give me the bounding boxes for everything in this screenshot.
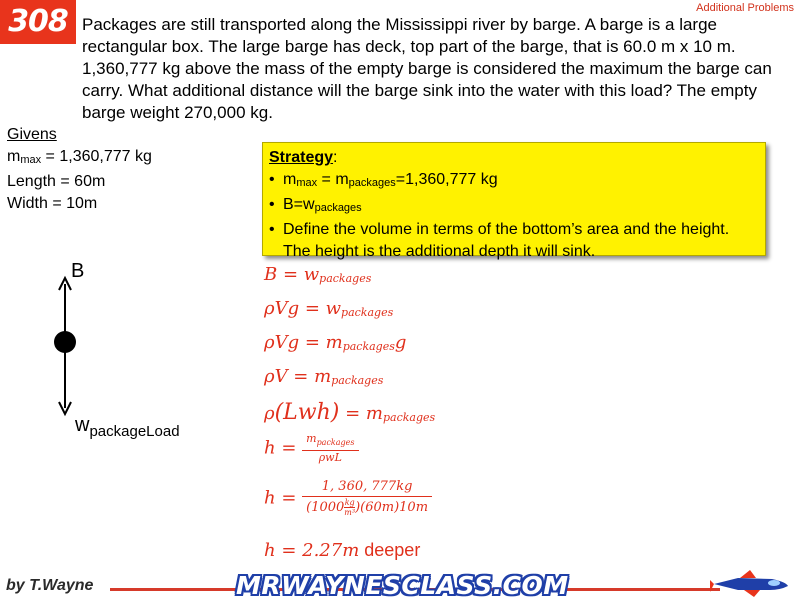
equation-6: h = $\frac{m_{packages}}{\text{ρwL}}$ [264, 432, 359, 465]
section-label: Additional Problems [696, 2, 794, 14]
strategy-list [269, 169, 759, 263]
strategy-box [262, 142, 766, 260]
site-logo-text[interactable]: MRWAYNESCLASS.COM [236, 571, 569, 600]
equation-1: $B = w_{packages}$ [264, 264, 372, 285]
given-length: Length = 60m [7, 173, 106, 190]
author-credit: by T.Wayne [6, 577, 94, 594]
givens-block [7, 124, 152, 215]
mmax-subscript: max [20, 154, 42, 166]
strategy-item-mass: • $m_{max} = m_{packages}=1,360,777$ kg [269, 169, 759, 194]
equation-7-fraction: 1, 360, 777kg (1000 $\frac{kg}{\text{m³}}$ )(60m)10m [302, 478, 432, 519]
strategy-item-volume: • Define the volume in terms of the bottom’s area and the height. The height is the additional depth it will sink. [269, 219, 759, 263]
strategy-colon: : [333, 149, 338, 166]
mmax-value: = 1,360,777 kg [41, 148, 152, 165]
buoyancy-label: B [71, 260, 85, 282]
strategy-item-buoyancy: • $B=w_{packages}$ [269, 194, 759, 219]
given-width: Width = 10m [7, 195, 98, 212]
equation-5: $\rho(Lwh) = m_{packages}$ [264, 400, 436, 425]
mmax-symbol: m [7, 148, 21, 165]
equation-7: h = 1, 360, 777kg (1000 $\frac{kg}{\text{m³}}$ )(60m)10m [264, 478, 432, 519]
equation-3: $\rho Vg = m_{packages}g$ [264, 332, 407, 353]
equation-8-answer: h = 2.27m deeper [264, 540, 421, 561]
barge-point-icon [54, 331, 76, 353]
givens-title: Givens [7, 126, 57, 143]
problem-statement: Packages are still transported along the Mississippi river by barge. A barge is a large rectangular box. The large barge has deck, top part of the barge, that is 60.0 m x 10 m. 1,360,777 kg above the mass of the empty barge is considered the maximum the barge can carry. What additional distance will the barge sink into the water with this load? The empty barge weight 270,000 kg. [82, 15, 772, 122]
equation-6-fraction: $\frac{m_{packages}}{\text{ρwL}}$ [302, 432, 358, 465]
equation-2: $\rho Vg = w_{packages}$ [264, 298, 394, 319]
weight-label: $w_{packageLoad}$ [75, 414, 180, 440]
equation-4: $\rho V = m_{packages}$ [264, 366, 384, 387]
strategy-title: Strategy [269, 149, 334, 166]
slide-number-badge: 308 [0, 0, 76, 44]
rocket-logo-icon [710, 568, 790, 598]
given-mmax [7, 146, 152, 171]
